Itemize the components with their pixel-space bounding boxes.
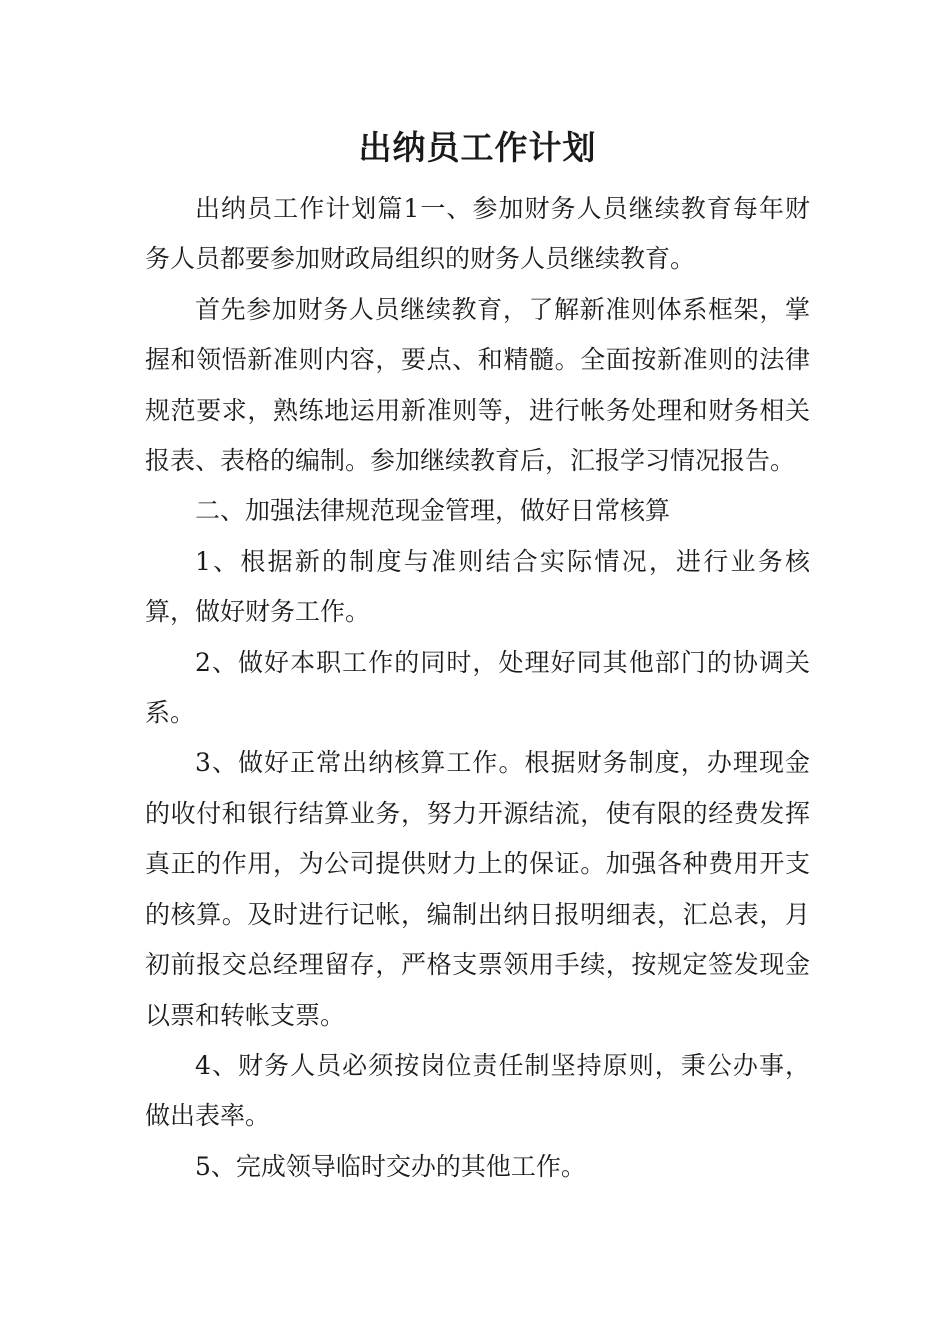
paragraph-1: 出纳员工作计划篇1一、参加财务人员继续教育每年财务人员都要参加财政局组织的财务人员继续教育。: [145, 194, 810, 274]
document-page: [145, 118, 810, 1192]
paragraph-5: 2、做好本职工作的同时，处理好同其他部门的协调关系。: [145, 647, 810, 728]
paragraph-7: 4、财务人员必须按岗位责任制坚持原则，秉公办事，做出表率。: [145, 1050, 810, 1131]
paragraph-8: 5、完成领导临时交办的其他工作。: [195, 1151, 586, 1181]
paragraph-4: 1、根据新的制度与准则结合实际情况，进行业务核算，做好财务工作。: [145, 546, 810, 627]
document-title: 出纳员工作计划: [358, 128, 597, 167]
paragraph-6: 3、做好正常出纳核算工作。根据财务制度，办理现金的收付和银行结算业务，努力开源结流，使有限的经费发挥真正的作用，为公司提供财力上的保证。加强各种费用开支的核算。及时进行记帐，编制出纳日报明细表，汇总表，月初前报交总经理留存，严格支票领用手续，按规定签发现金以票和转帐支票。: [145, 748, 810, 1030]
paragraph-2: 首先参加财务人员继续教育，了解新准则体系框架，掌握和领悟新准则内容，要点、和精髓。全面按新准则的法律规范要求，熟练地运用新准则等，进行帐务处理和财务相关报表、表格的编制。参加继续教育后，汇报学习情况报告。: [145, 294, 810, 476]
paragraph-3: 二、加强法律规范现金管理，做好日常核算: [195, 496, 671, 526]
